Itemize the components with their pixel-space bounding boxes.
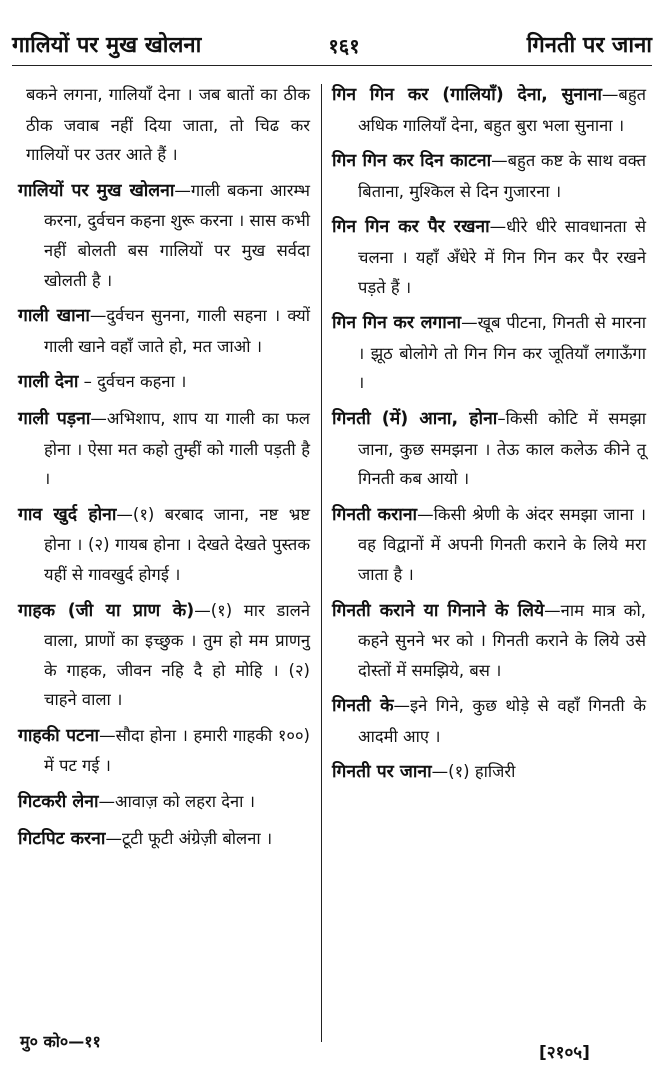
dictionary-entry: [18, 367, 310, 398]
dictionary-entry: [18, 80, 310, 170]
entry-definition: – दुर्वचन कहना ।: [78, 372, 187, 392]
entry-definition: —धीरे धीरे सावधानता से चलना । यहाँ अँधेरे में गिन गिन कर पैर रखने पड़ते हैं ।: [358, 217, 646, 297]
entry-definition: —आवाज़ को लहरा देना ।: [98, 792, 255, 812]
header-left-guideword: गालियों पर मुख खोलना: [12, 33, 202, 58]
entry-headword: गाली देना: [18, 372, 79, 393]
entry-definition: —(१) हाजिरी: [431, 762, 516, 782]
entry-definition: —बहुत कष्ट के साथ वक्त बिताना, मुश्किल से दिन गुजारना ।: [358, 151, 646, 201]
entry-headword: गिन गिन कर पैर रखना: [332, 217, 490, 238]
entry-headword: गिनती कराना: [332, 504, 418, 525]
dictionary-entry: [332, 596, 646, 686]
dictionary-entry: [332, 308, 646, 398]
entry-headword: गाली खाना: [18, 306, 90, 327]
running-page-number: [२१०५]: [539, 1043, 590, 1063]
entry-headword: गिटपिट करना: [18, 828, 106, 849]
entry-headword: गिन गिन कर (गालियाँ) देना, सुनाना: [332, 85, 602, 105]
entry-headword: गालियों पर मुख खोलना: [18, 180, 175, 201]
entry-definition: —दुर्वचन सुनना, गाली सहना । क्यों गाली खाने वहाँ जाते हो, मत जाओ ।: [44, 306, 311, 356]
entry-headword: गिन गिन कर दिन काटना: [332, 151, 492, 172]
entry-definition: बकने लगना, गालियाँ देना । जब बातों का ठीक ठीक जवाब नहीं दिया जाता, तो चिढ कर गालियों पर उतर आते हैं ।: [26, 85, 310, 165]
entry-definition: —गाली बकना आरम्भ करना, दुर्वचन कहना शुरू करना । सास कभी नहीं बोलती बस गालियों पर मुख सर्वदा खोलती है ।: [44, 180, 311, 290]
dictionary-entry: [18, 824, 310, 855]
dictionary-entry: [18, 500, 310, 590]
dictionary-entry: [332, 404, 646, 494]
dictionary-entry: [18, 301, 310, 361]
page-header: [12, 20, 652, 66]
dictionary-entry: [332, 80, 646, 140]
dictionary-entry: [18, 404, 310, 494]
entry-definition: –किसी कोटि में समझा जाना, कुछ समझना । तेऊ काल कलेऊ कीने तू गिनती कब आयो ।: [358, 408, 646, 489]
entry-definition: —खूब पीटना, गिनती से मारना । झूठ बोलोगे तो गिन गिन कर जूतियाँ लगाऊँगा ।: [358, 313, 646, 393]
entry-headword: गिनती कराने या गिनाने के लिये: [332, 600, 545, 621]
entry-headword: गिनती के: [332, 696, 394, 717]
entry-headword: गिनती पर जाना: [332, 762, 432, 783]
entry-definition: —नाम मात्र को, कहने सुनने भर को । गिनती कराने के लिये उसे दोस्तों में समझिये, बस ।: [358, 600, 646, 680]
column-divider: [321, 84, 322, 1042]
entry-definition: —इने गिने, कुछ थोड़े से वहाँ गिनती के आदमी आए ।: [358, 696, 646, 746]
right-column: [332, 80, 646, 1040]
entry-definition: —अभिशाप, शाप या गाली का फल होना । ऐसा मत कहो तुम्हीं को गाली पड़ती है ।: [44, 408, 310, 489]
entry-headword: गिनती (में) आना, होना: [332, 408, 498, 429]
page-number: १६१: [328, 34, 360, 58]
dictionary-entry: [332, 757, 646, 788]
dictionary-entry: [332, 500, 646, 590]
dictionary-entry: [332, 212, 646, 302]
entry-definition: —सौदा होना । हमारी गाहकी १००) में पट गई ।: [44, 725, 310, 776]
entry-headword: गाव खुर्द होना: [18, 504, 117, 525]
dictionary-entry: [18, 176, 310, 295]
entry-headword: गिटकरी लेना: [18, 792, 99, 813]
entry-definition: —किसी श्रेणी के अंदर समझा जाना । वह विद्वानों में अपनी गिनती कराने के लिये मरा जाता है ।: [358, 504, 646, 584]
dictionary-entry: [18, 596, 310, 715]
signature-mark: मु० को०—११: [20, 1032, 101, 1051]
entry-headword: गाली पड़ना: [18, 408, 91, 429]
dictionary-entry: [18, 721, 310, 781]
entry-headword: गिन गिन कर लगाना: [332, 313, 462, 334]
entry-definition: —(१) बरबाद जाना, नष्ट भ्रष्ट होना । (२) गायब होना । देखते देखते पुस्तक यहीं से गावखुर्द होगई ।: [44, 504, 310, 584]
entry-definition: —टूटी फूटी अंग्रेज़ी बोलना ।: [105, 828, 273, 848]
entry-headword: गाहकी पटना: [18, 725, 100, 746]
left-column: [18, 80, 310, 1040]
header-right-guideword: गिनती पर जाना: [526, 33, 652, 58]
entry-headword: गाहक (जी या प्राण के): [18, 600, 195, 621]
dictionary-entry: [332, 691, 646, 751]
entry-definition: —बहुत अधिक गालियाँ देना, बहुत बुरा भला सुनाना ।: [358, 85, 646, 135]
dictionary-entry: [332, 146, 646, 206]
dictionary-entry: [18, 787, 310, 818]
entry-definition: —(१) मार डालने वाला, प्राणों का इच्छुक । तुम हो मम प्राणनु के गाहक, जीवन नहि दै हो मोहि । (२) चाहने वाला ।: [44, 600, 310, 710]
